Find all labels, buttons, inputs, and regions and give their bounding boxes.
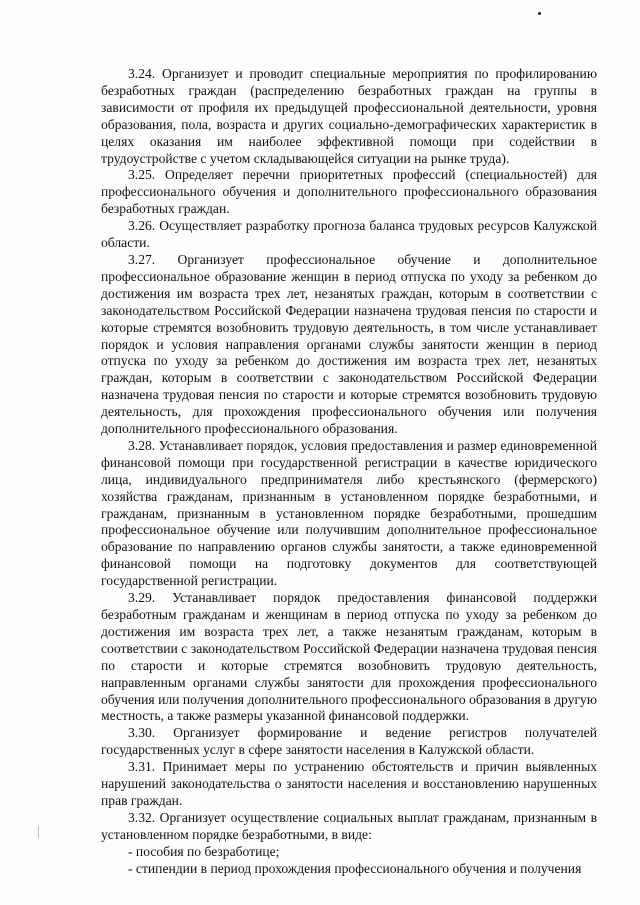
- scan-speck: [538, 12, 541, 15]
- paragraph-3-24: 3.24. Организует и проводит специальные мероприятия по профилированию безработных граждан (распределению безработных граждан на группы в зависимости от профиля их предыдущей профессиональной деятельности, уровня образования, пола, возраста и других социально-демографических характеристик в целях оказания им наиболее эффективной помощи при содействии в трудоустройстве с учетом складывающейся ситуации на рынке труда).: [101, 66, 597, 166]
- paragraph-3-31: 3.31. Принимает меры по устранению обстоятельств и причин выявленных нарушений законодательства о занятости населения и восстановлению нарушенных прав граждан.: [101, 759, 597, 808]
- paragraph-3-28: 3.28. Устанавливает порядок, условия предоставления и размер единовременной финансовой помощи при государственной регистрации в качестве юридического лица, индивидуального предпринимателя либо крестьянского (фермерского) хозяйства гражданам, признанным в установленном порядке безработными, и гражданам, признанным в установленном порядке безработными, прошедшим профессиональное обучение или получившим дополнительное профессиональное образование по направлению органов службы занятости, а также единовременной финансовой помощи на подготовку документов для соответствующей государственной регистрации.: [101, 437, 597, 589]
- paragraph-3-25: 3.25. Определяет перечни приоритетных профессий (специальностей) для профессионального обучения и дополнительного профессионального образования безработных граждан.: [101, 167, 597, 217]
- paragraph-3-29: 3.29. Устанавливает порядок предоставления финансовой поддержки безработным гражданам и женщинам в период отпуска по уходу за ребенком до достижения им возраста трех лет, а также незанятым гражданам, которым в соответствии с законодательством Российской Федерации назначена трудовая пенсия по старости и которые стремятся возобновить трудовую деятельность, направленным органами службы занятости для прохождения профессионального обучения или получения дополнительного профессионального образования в другую местность, а также размеры указанной финансовой поддержки.: [101, 590, 597, 724]
- scan-edge-mark: [38, 826, 39, 838]
- list-item: - пособия по безработице;: [128, 843, 280, 859]
- paragraph-3-26: 3.26. Осуществляет разработку прогноза баланса трудовых ресурсов Калужской области.: [101, 218, 597, 251]
- document-body: [101, 66, 597, 878]
- paragraph-3-32: 3.32. Организует осуществление социальных выплат гражданам, признанным в установленном порядке безработными, в виде:: [101, 809, 597, 842]
- list-item: - стипендии в период прохождения профессионального обучения и получения: [128, 860, 582, 876]
- paragraph-3-30: 3.30. Организует формирование и ведение регистров получателей государственных услуг в сфере занятости населения в Калужской области.: [101, 725, 597, 758]
- paragraph-3-27: 3.27. Организует профессиональное обучение и дополнительное профессиональное образование женщин в период отпуска по уходу за ребенком до достижения им возраста трех лет, незанятых граждан, которым в соответствии с законодательством Российской Федерации назначена трудовая пенсия по старости и которые стремятся возобновить трудовую деятельность, в том числе устанавливает порядок и условия направления органами службы занятости женщин в период отпуска по уходу за ребенком до достижения им возраста трех лет, незанятых граждан, которым в соответствии с законодательством Российской Федерации назначена трудовая пенсия по старости и которые стремятся возобновить трудовую деятельность, для прохождения профессионального обучения или получения дополнительного профессионального образования.: [101, 251, 597, 437]
